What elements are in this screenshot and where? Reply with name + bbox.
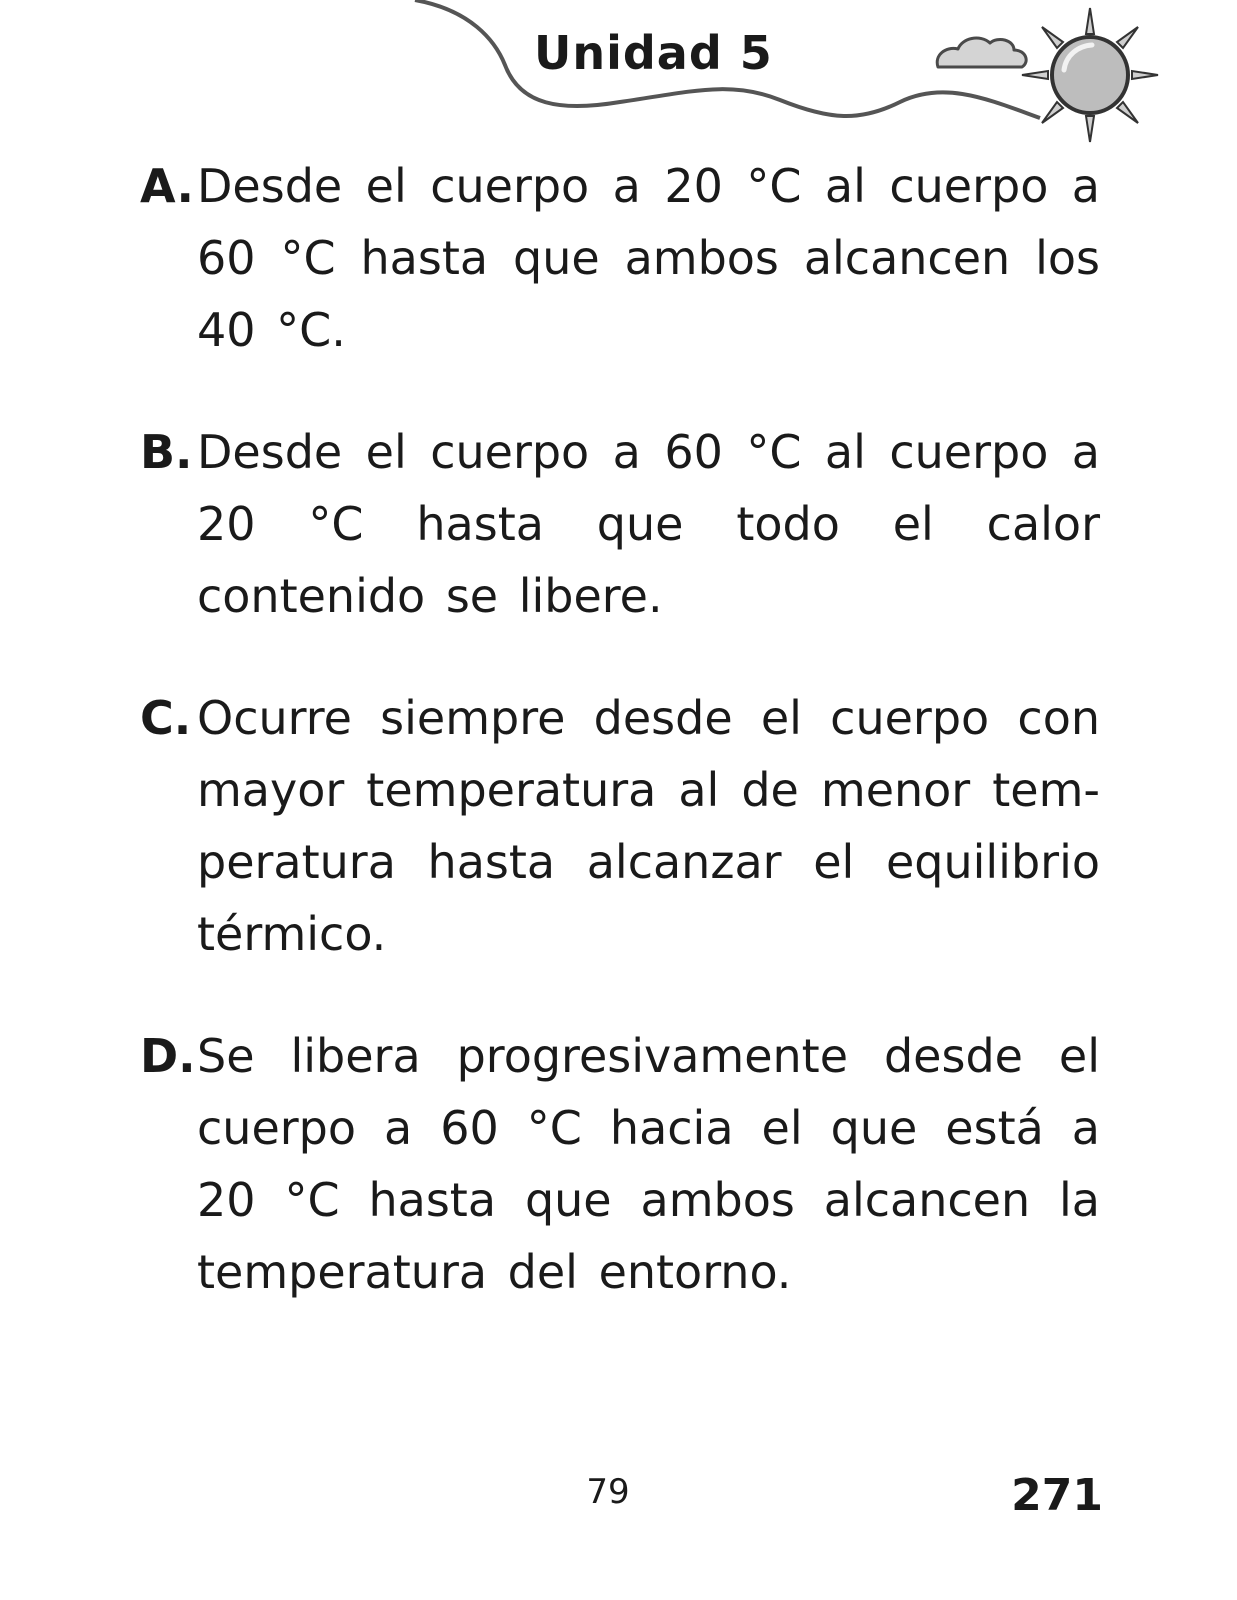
- sun-icon: [1022, 8, 1158, 142]
- option-text: Desde el cuerpo a 20 °C al cuerpo a 60 °C hasta que ambos alcancen los 40 °C.: [197, 159, 1100, 357]
- header-decoration: [0, 0, 1237, 160]
- page-number-center: 79: [586, 1472, 630, 1512]
- option-letter: C.: [140, 691, 192, 745]
- option-text: Ocurre siempre desde el cuerpo con mayor temperatura al de menor temperatura hasta alcanzar el equilibrio térmico.: [197, 691, 1100, 961]
- option-letter: D.: [140, 1029, 196, 1083]
- option-text: Se libera progresivamente desde el cuerpo a 60 °C hacia el que está a 20 °C hasta que ambos alcancen la temperatura del entorno.: [197, 1029, 1100, 1299]
- option-letter: A.: [140, 159, 194, 213]
- option-d[interactable]: [140, 1020, 1100, 1308]
- cloud-icon: [937, 38, 1026, 67]
- option-letter: B.: [140, 425, 193, 479]
- option-a[interactable]: [140, 150, 1100, 366]
- option-text: Desde el cuerpo a 60 °C al cuerpo a 20 °C hasta que todo el calor contenido se libere.: [197, 425, 1100, 623]
- option-c[interactable]: [140, 682, 1100, 970]
- page-number-right: 271: [1011, 1470, 1103, 1521]
- unit-title: Unidad 5: [534, 26, 773, 80]
- answer-options: [140, 150, 1100, 1358]
- option-b[interactable]: [140, 416, 1100, 632]
